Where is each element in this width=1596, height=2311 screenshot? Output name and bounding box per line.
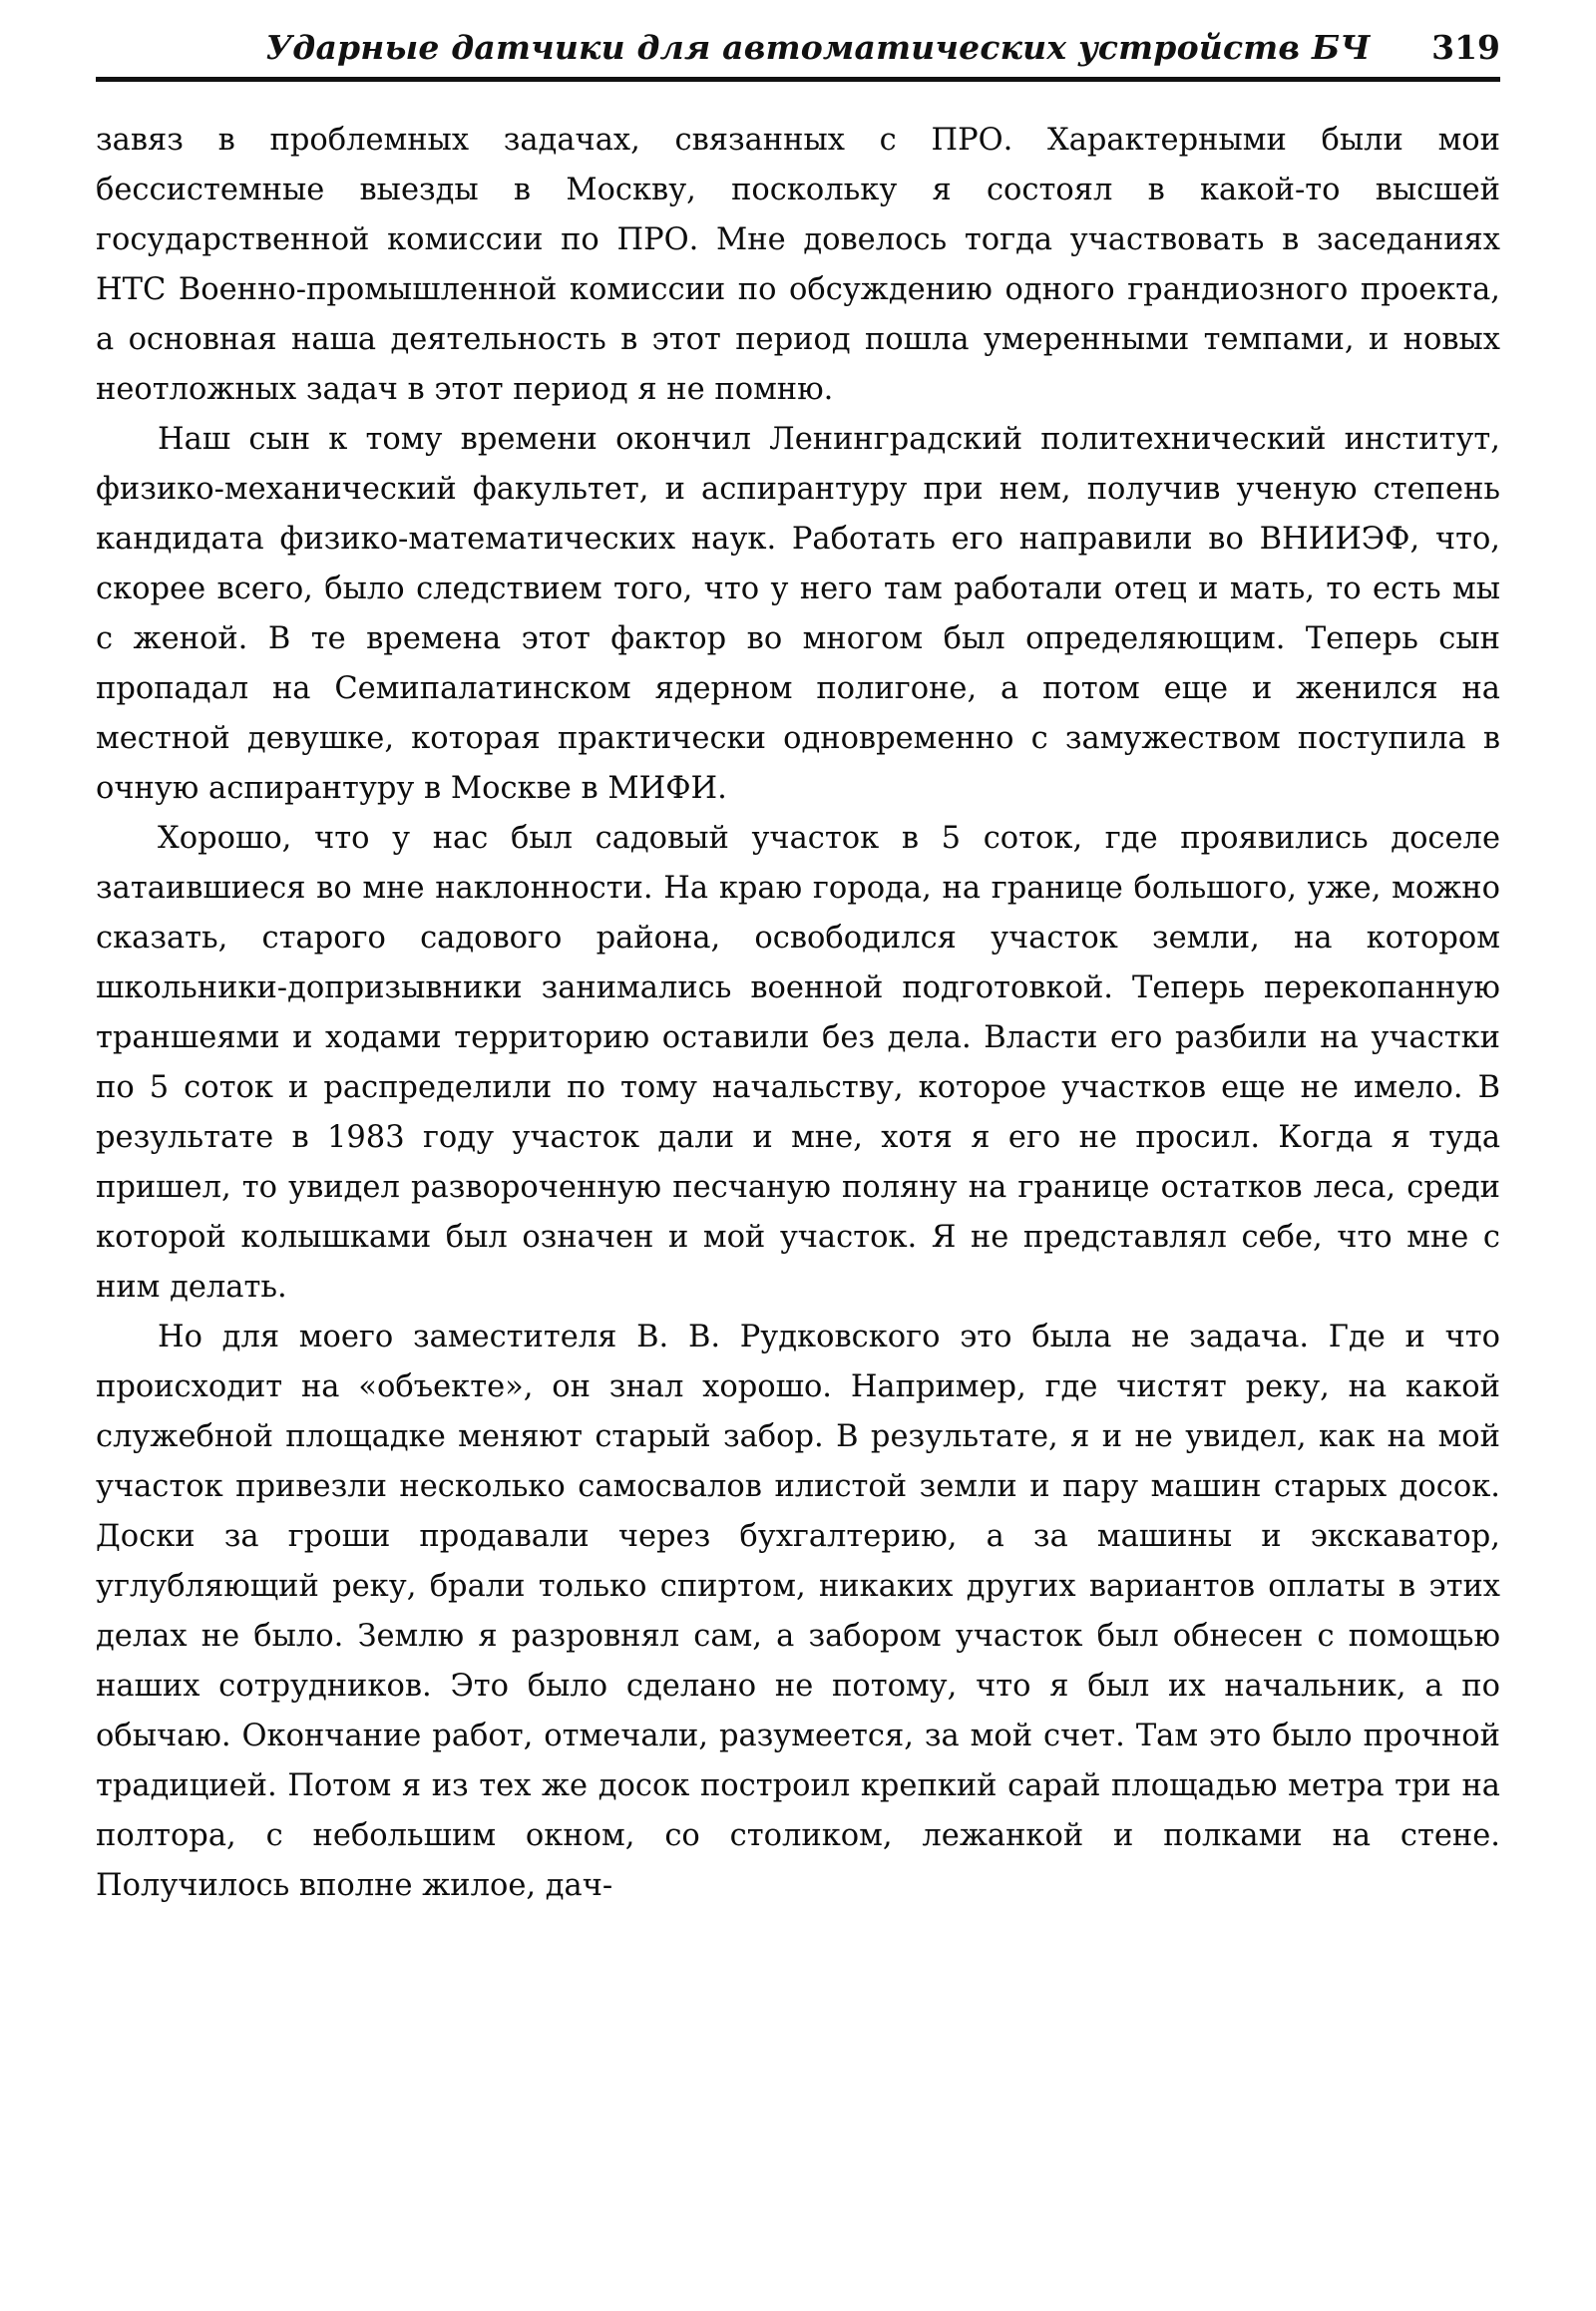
body-text (96, 116, 1500, 1911)
paragraph: Но для моего заместителя В. В. Рудковского это была не задача. Где и что происходит на «объекте», он знал хорошо. Например, где чистят реку, на какой служебной площадке меняют старый забор. В результате, я и не увидел, как на мой участок привезли несколько самосвалов илистой земли и пару машин старых досок. Доски за гроши продавали через бухгалтерию, а за машины и экскаватор, углубляющий реку, брали только спиртом, никаких других вариантов оплаты в этих делах не было. Землю я разровнял сам, а забором участок был обнесен с помощью наших сотрудников. Это было сделано не потому, что я был их начальник, а по обычаю. Окончание работ, отмечали, разумеется, за мой счет. Там это было прочной традицией. Потом я из тех же досок построил крепкий сарай площадью метра три на полтора, с небольшим окном, со столиком, лежанкой и полками на стене. Получилось вполне жилое, дач- (96, 1320, 1500, 1903)
paragraph: завяз в проблемных задачах, связанных с ПРО. Характерными были мои бессистемные выезды в Москву, поскольку я состоял в какой-то высшей государственной комиссии по ПРО. Мне довелось тогда участвовать в заседаниях НТС Военно-промышленной комиссии по обсуждению одного грандиозного проекта, а основная наша деятельность в этот период пошла умеренными темпами, и новых неотложных задач в этот период я не помню. (96, 123, 1500, 407)
header-divider (96, 77, 1500, 82)
page-number: 319 (1431, 28, 1500, 67)
page-header (96, 28, 1500, 67)
paragraph: Наш сын к тому времени окончил Ленинградский политехнический институт, физико-механический факультет, и аспирантуру при нем, получив ученую степень кандидата физико-математических наук. Работать его направили во ВНИИЭФ, что, скорее всего, было следствием того, что у него там работали отец и мать, то есть мы с женой. В те времена этот фактор во многом был определяющим. Теперь сын пропадал на Семипалатинском ядерном полигоне, а потом еще и женился на местной девушке, которая практически одновременно с замужеством поступила в очную аспирантуру в Москве в МИФИ. (96, 422, 1500, 806)
paragraph: Хорошо, что у нас был садовый участок в 5 соток, где проявились доселе затаившиеся во мне наклонности. На краю города, на границе большого, уже, можно сказать, старого садового района, освободился участок земли, на котором школьники-допризывники занимались военной подготовкой. Теперь перекопанную траншеями и ходами территорию оставили без дела. Власти его разбили на участки по 5 соток и распределили по тому начальству, которое участков еще не имело. В результате в 1983 году участок дали и мне, хотя я его не просил. Когда я туда пришел, то увидел развороченную песчаную поляну на границе остатков леса, среди которой колышками был означен и мой участок. Я не представлял себе, что мне с ним делать. (96, 821, 1500, 1305)
running-title: Ударные датчики для автоматических устройств БЧ (265, 28, 1371, 67)
